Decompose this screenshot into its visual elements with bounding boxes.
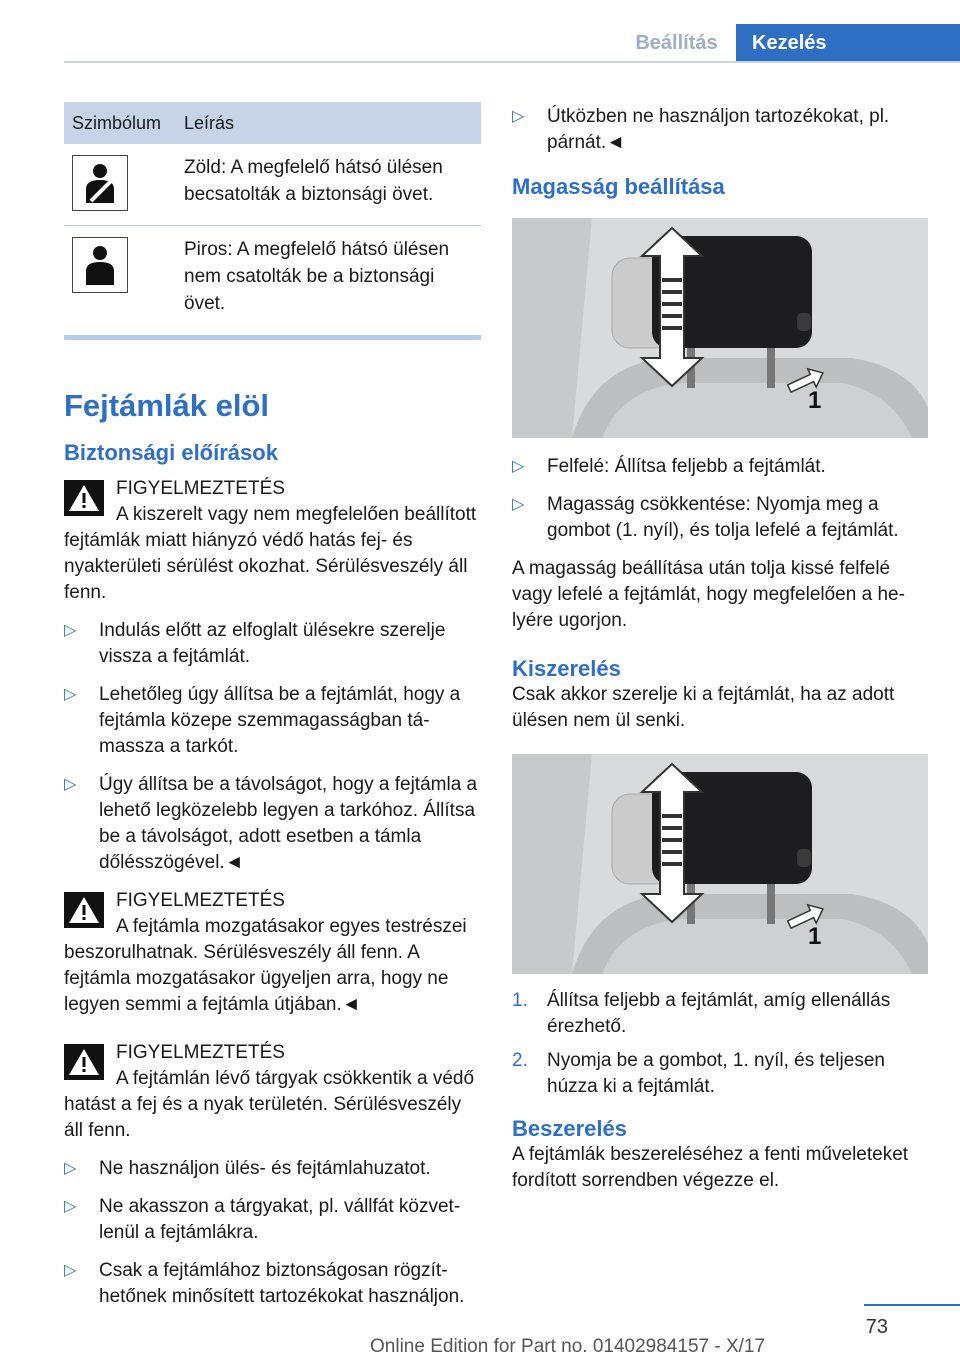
list-item: ▷ Magasság csökkentése: Nyomja meg a gombot (1. nyíl), és tolja lefelé a fejtámlát.: [512, 494, 899, 541]
seatbelt-fastened-icon: [72, 155, 128, 211]
left-column: [64, 102, 481, 1322]
table-header-symbol: Szimbólum: [64, 102, 176, 144]
install-paragraph: A fejtámlák beszereléséhez a fenti műveleteket fordított sorrendben végezze el.: [512, 1144, 909, 1191]
list-item: ▷ Ne használjon ülés- és fejtámlahuzatot.: [64, 1156, 481, 1182]
warning-block: [64, 888, 481, 1018]
footer-rule: [864, 1304, 960, 1306]
triangle-bullet-icon: ▷: [64, 622, 77, 639]
list-item: 1. Állítsa feljebb a fejtámlát, amíg ellenállás érezhető.: [512, 990, 891, 1037]
list-item: 2. Nyomja be a gombot, 1. nyíl, és teljesen húzza ki a fejtámlát.: [512, 1050, 885, 1097]
subsection-title: Biztonsági előírások: [64, 440, 278, 465]
install-heading: Beszerelés: [512, 1116, 627, 1141]
list-item: ▷ Útközben ne használjon tartozékokat, pl. párnát.◄: [512, 106, 890, 153]
right-column: [512, 102, 928, 1194]
triangle-bullet-icon: ▷: [64, 1262, 77, 1279]
remove-steps: [512, 988, 928, 1100]
page-header: [617, 24, 960, 62]
list-item: ▷ Úgy állítsa be a távolságot, hogy a fejtámla a lehető legközelebb legyen a tarkóhoz. Állítsa be a távolságot, adott esetben a támla dőlésszögével.◄: [64, 774, 478, 873]
list-item: ▷ Lehetőleg úgy állítsa be a fejtámlát, hogy a fejtámla közepe szemmagasságban támassza a tarkót.: [64, 684, 461, 757]
precaution-list: [64, 618, 481, 876]
triangle-bullet-icon: ▷: [512, 108, 525, 125]
triangle-bullet-icon: ▷: [64, 1198, 77, 1215]
section-title: Fejtámlák elöl: [64, 388, 270, 423]
seatbelt-unfastened-icon: [72, 237, 128, 293]
remove-heading: Kiszerelés: [512, 656, 621, 681]
edition-footer: Online Edition for Part no. 01402984157 - X/17: [370, 1336, 766, 1357]
photo-arrow-label: 1: [808, 923, 822, 950]
warning-title: FIGYELMEZTETÉS: [116, 890, 285, 911]
warning-title: FIGYELMEZTETÉS: [116, 1042, 285, 1063]
header-divider: [64, 61, 960, 63]
list-item: ▷ Indulás előtt az elfoglalt ülésekre szerelje vissza a fejtámlát.: [64, 620, 446, 667]
warning-text: A fejtámla mozgatásakor egyes testrészei beszorulhatnak. Sérülésveszély áll fenn. A fejtámla mozgatásakor ügyeljen arra, hogy ne legyen semmi a fejtámla útjában.◄: [64, 916, 467, 1015]
triangle-bullet-icon: ▷: [512, 458, 525, 475]
triangle-bullet-icon: ▷: [64, 1160, 77, 1177]
warning-triangle-icon: [64, 480, 104, 516]
warning-text: A fejtámlán lévő tárgyak csökkentik a védő hatást a fej és a nyak területén. Sérülésveszély áll fenn.: [64, 1068, 475, 1141]
tab-kezeles[interactable]: Kezelés: [736, 24, 960, 62]
warning-block: [64, 1040, 481, 1144]
warning-title: FIGYELMEZTETÉS: [116, 478, 285, 499]
list-item: ▷ Ne akasszon a tárgyakat, pl. vállfát közvetlenül a fejtámlákra.: [64, 1196, 461, 1243]
warning-text: A kiszerelt vagy nem megfelelően beállított fejtámlák miatt hiányzó védő hatás fej- és nyakterületi sérülést okozhat. Sérülésveszély áll fenn.: [64, 504, 477, 603]
table-row: [64, 144, 481, 226]
table-bottom-rule: [64, 335, 481, 340]
triangle-bullet-icon: ▷: [64, 686, 77, 703]
symbol-table: [64, 102, 481, 331]
headrest-photo-remove: [512, 754, 928, 974]
height-steps: [512, 454, 928, 544]
headrest-photo: [512, 218, 928, 438]
triangle-bullet-icon: ▷: [512, 496, 525, 513]
list-item: ▷ Felfelé: Állítsa feljebb a fejtámlát.: [512, 454, 928, 480]
page-number: 73: [865, 1316, 888, 1338]
photo-arrow-label: 1: [808, 387, 822, 414]
height-paragraph: A magasság beállítása után tolja kissé felfelé vagy lefelé a fejtámlát, hogy megfelelően a helyére ugorjon.: [512, 558, 905, 631]
warning-block: [64, 476, 481, 606]
accessory-list-cont: [512, 104, 928, 156]
remove-paragraph: Csak akkor szerelje ki a fejtámlát, ha az adott ülésen nem ül senki.: [512, 684, 895, 731]
table-cell-desc: Piros: A megfelelő hátsó ülésen nem csatolták be a biztonsági övet.: [184, 239, 450, 314]
table-header-description: Leírás: [176, 102, 481, 144]
height-heading: Magasság beállítása: [512, 174, 725, 199]
table-row: [64, 226, 481, 332]
list-item: ▷ Csak a fejtámlához biztonságosan rögzíthetőnek minősített tartozékokat használjon.: [64, 1260, 465, 1307]
tab-beallitas[interactable]: Beállítás: [635, 31, 718, 54]
triangle-bullet-icon: ▷: [64, 776, 77, 793]
table-cell-desc: Zöld: A megfelelő hátsó ülésen becsatolták a biztonsági övet.: [176, 144, 481, 226]
warning-triangle-icon: [64, 892, 104, 928]
warning-triangle-icon: [64, 1044, 104, 1080]
accessory-list: [64, 1156, 481, 1310]
